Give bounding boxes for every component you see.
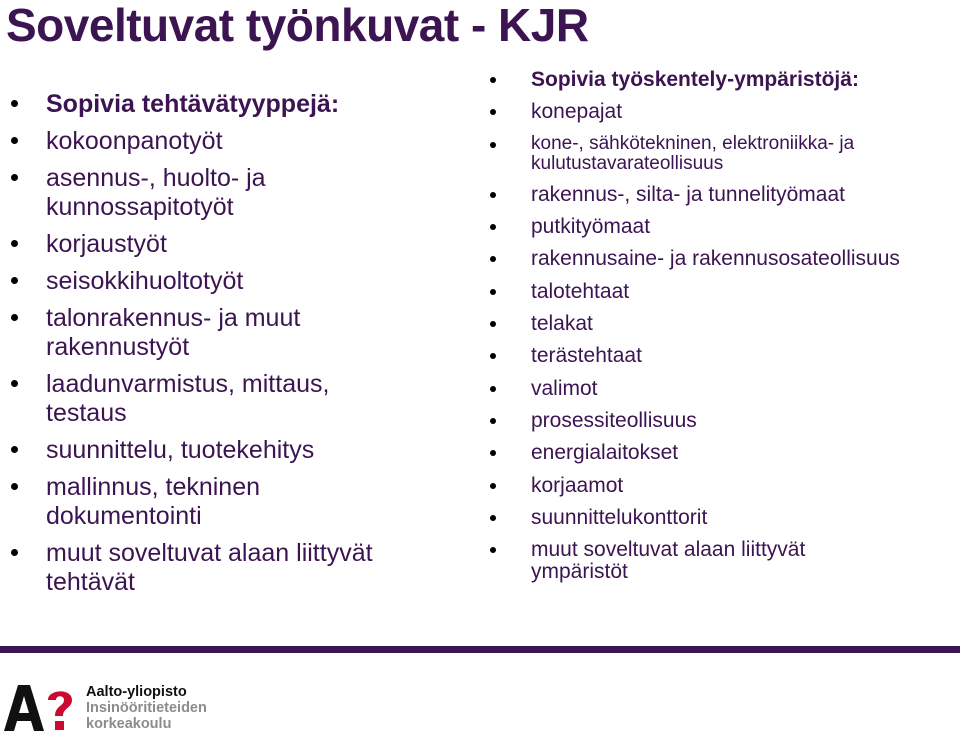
work-environments-list (490, 69, 960, 593)
bullet-icon (11, 174, 18, 181)
bullet-icon (11, 380, 18, 387)
bullet-icon (11, 277, 18, 284)
bullet-icon (490, 224, 496, 230)
list-item (490, 539, 871, 583)
bullet-icon (490, 321, 496, 327)
bullet-icon (490, 192, 496, 198)
list-item-text: korjaamot (531, 473, 624, 497)
list-item (0, 436, 450, 465)
bullet-icon (490, 418, 496, 424)
list-item-text: talotehtaat (531, 279, 630, 303)
bullet-icon (490, 483, 496, 489)
bullet-icon (490, 450, 496, 456)
bullet-icon (11, 314, 18, 321)
list-item-text: kone-, sähkötekninen, elektroniikka- ja kulutustavarateollisuus (531, 132, 855, 174)
list-item (490, 378, 960, 400)
list-item (0, 304, 346, 362)
list-item-text: seisokkihuoltotyöt (46, 267, 244, 295)
bullet-icon (11, 483, 18, 490)
list-item-text: valimot (531, 376, 598, 400)
list-item (490, 216, 960, 238)
task-types-list (0, 90, 450, 605)
logo-line-school: Insinööritieteiden (86, 700, 207, 716)
aalto-a-question-logo-icon (4, 685, 74, 731)
list-item-text: rakennusaine- ja rakennusosateollisuus (531, 247, 900, 271)
list-item (490, 410, 960, 432)
list-item-text: rakennus-, silta- ja tunnelityömaat (531, 182, 845, 206)
list-item-text: laadunvarmistus, mittaus, testaus (46, 370, 330, 427)
list-item-text: putkityömaat (531, 215, 651, 239)
list-item (490, 248, 960, 270)
list-item (490, 134, 951, 174)
bullet-icon (490, 386, 496, 392)
bullet-icon (490, 547, 496, 553)
list-item (490, 184, 960, 206)
list-item (490, 281, 960, 303)
list-item-text: muut soveltuvat alaan liittyvät ympäristöt (531, 538, 806, 584)
list-heading (0, 90, 450, 119)
list-item (490, 345, 960, 367)
list-item-text: prosessiteollisuus (531, 408, 697, 432)
list-item-text: telakat (531, 312, 593, 336)
bullet-icon (11, 240, 18, 247)
list-item-text: muut soveltuvat alaan liittyvät tehtävät (46, 539, 373, 596)
list-item (0, 267, 450, 296)
list-item (490, 101, 960, 123)
list-item-text: suunnittelu, tuotekehitys (46, 436, 315, 464)
slide-title: Soveltuvat työnkuvat - KJR (6, 0, 589, 51)
list-item (0, 164, 311, 222)
bullet-icon (490, 256, 496, 262)
list-item-text: terästehtaat (531, 344, 642, 368)
list-item (0, 473, 326, 531)
bullet-icon (11, 446, 18, 453)
list-item-text: energialaitokset (531, 441, 679, 465)
list-item (0, 230, 450, 259)
footer-divider (0, 646, 960, 653)
bullet-icon (490, 109, 496, 115)
list-heading-text: Sopivia tehtävätyyppejä: (46, 90, 340, 118)
university-logo-text (86, 684, 207, 732)
list-item-text: suunnittelukonttorit (531, 505, 708, 529)
list-item-text: talonrakennus- ja muut rakennustyöt (46, 304, 301, 361)
bullet-icon (490, 142, 496, 148)
list-item (490, 442, 960, 464)
list-item-text: korjaustyöt (46, 230, 167, 258)
list-heading-text: Sopivia työskentely-ympäristöjä: (531, 68, 859, 91)
list-item (490, 475, 960, 497)
list-item-text: asennus-, huolto- ja kunnossapitotyöt (46, 164, 266, 221)
bullet-icon (11, 137, 18, 144)
list-item (0, 370, 346, 428)
list-item (490, 507, 960, 529)
bullet-icon (490, 353, 496, 359)
list-item (0, 539, 446, 597)
list-item (490, 313, 960, 335)
list-item (0, 127, 450, 156)
bullet-icon (11, 549, 18, 556)
logo-line-university: Aalto-yliopisto (86, 684, 187, 700)
list-item-text: konepajat (531, 100, 623, 124)
list-item-text: mallinnus, tekninen dokumentointi (46, 473, 261, 530)
logo-line-school-2: korkeakoulu (86, 716, 172, 732)
bullet-icon (490, 515, 496, 521)
list-heading (490, 69, 960, 91)
bullet-icon (490, 77, 496, 83)
list-item-text: kokoonpanotyöt (46, 127, 223, 155)
bullet-icon (11, 100, 18, 107)
bullet-icon (490, 289, 496, 295)
